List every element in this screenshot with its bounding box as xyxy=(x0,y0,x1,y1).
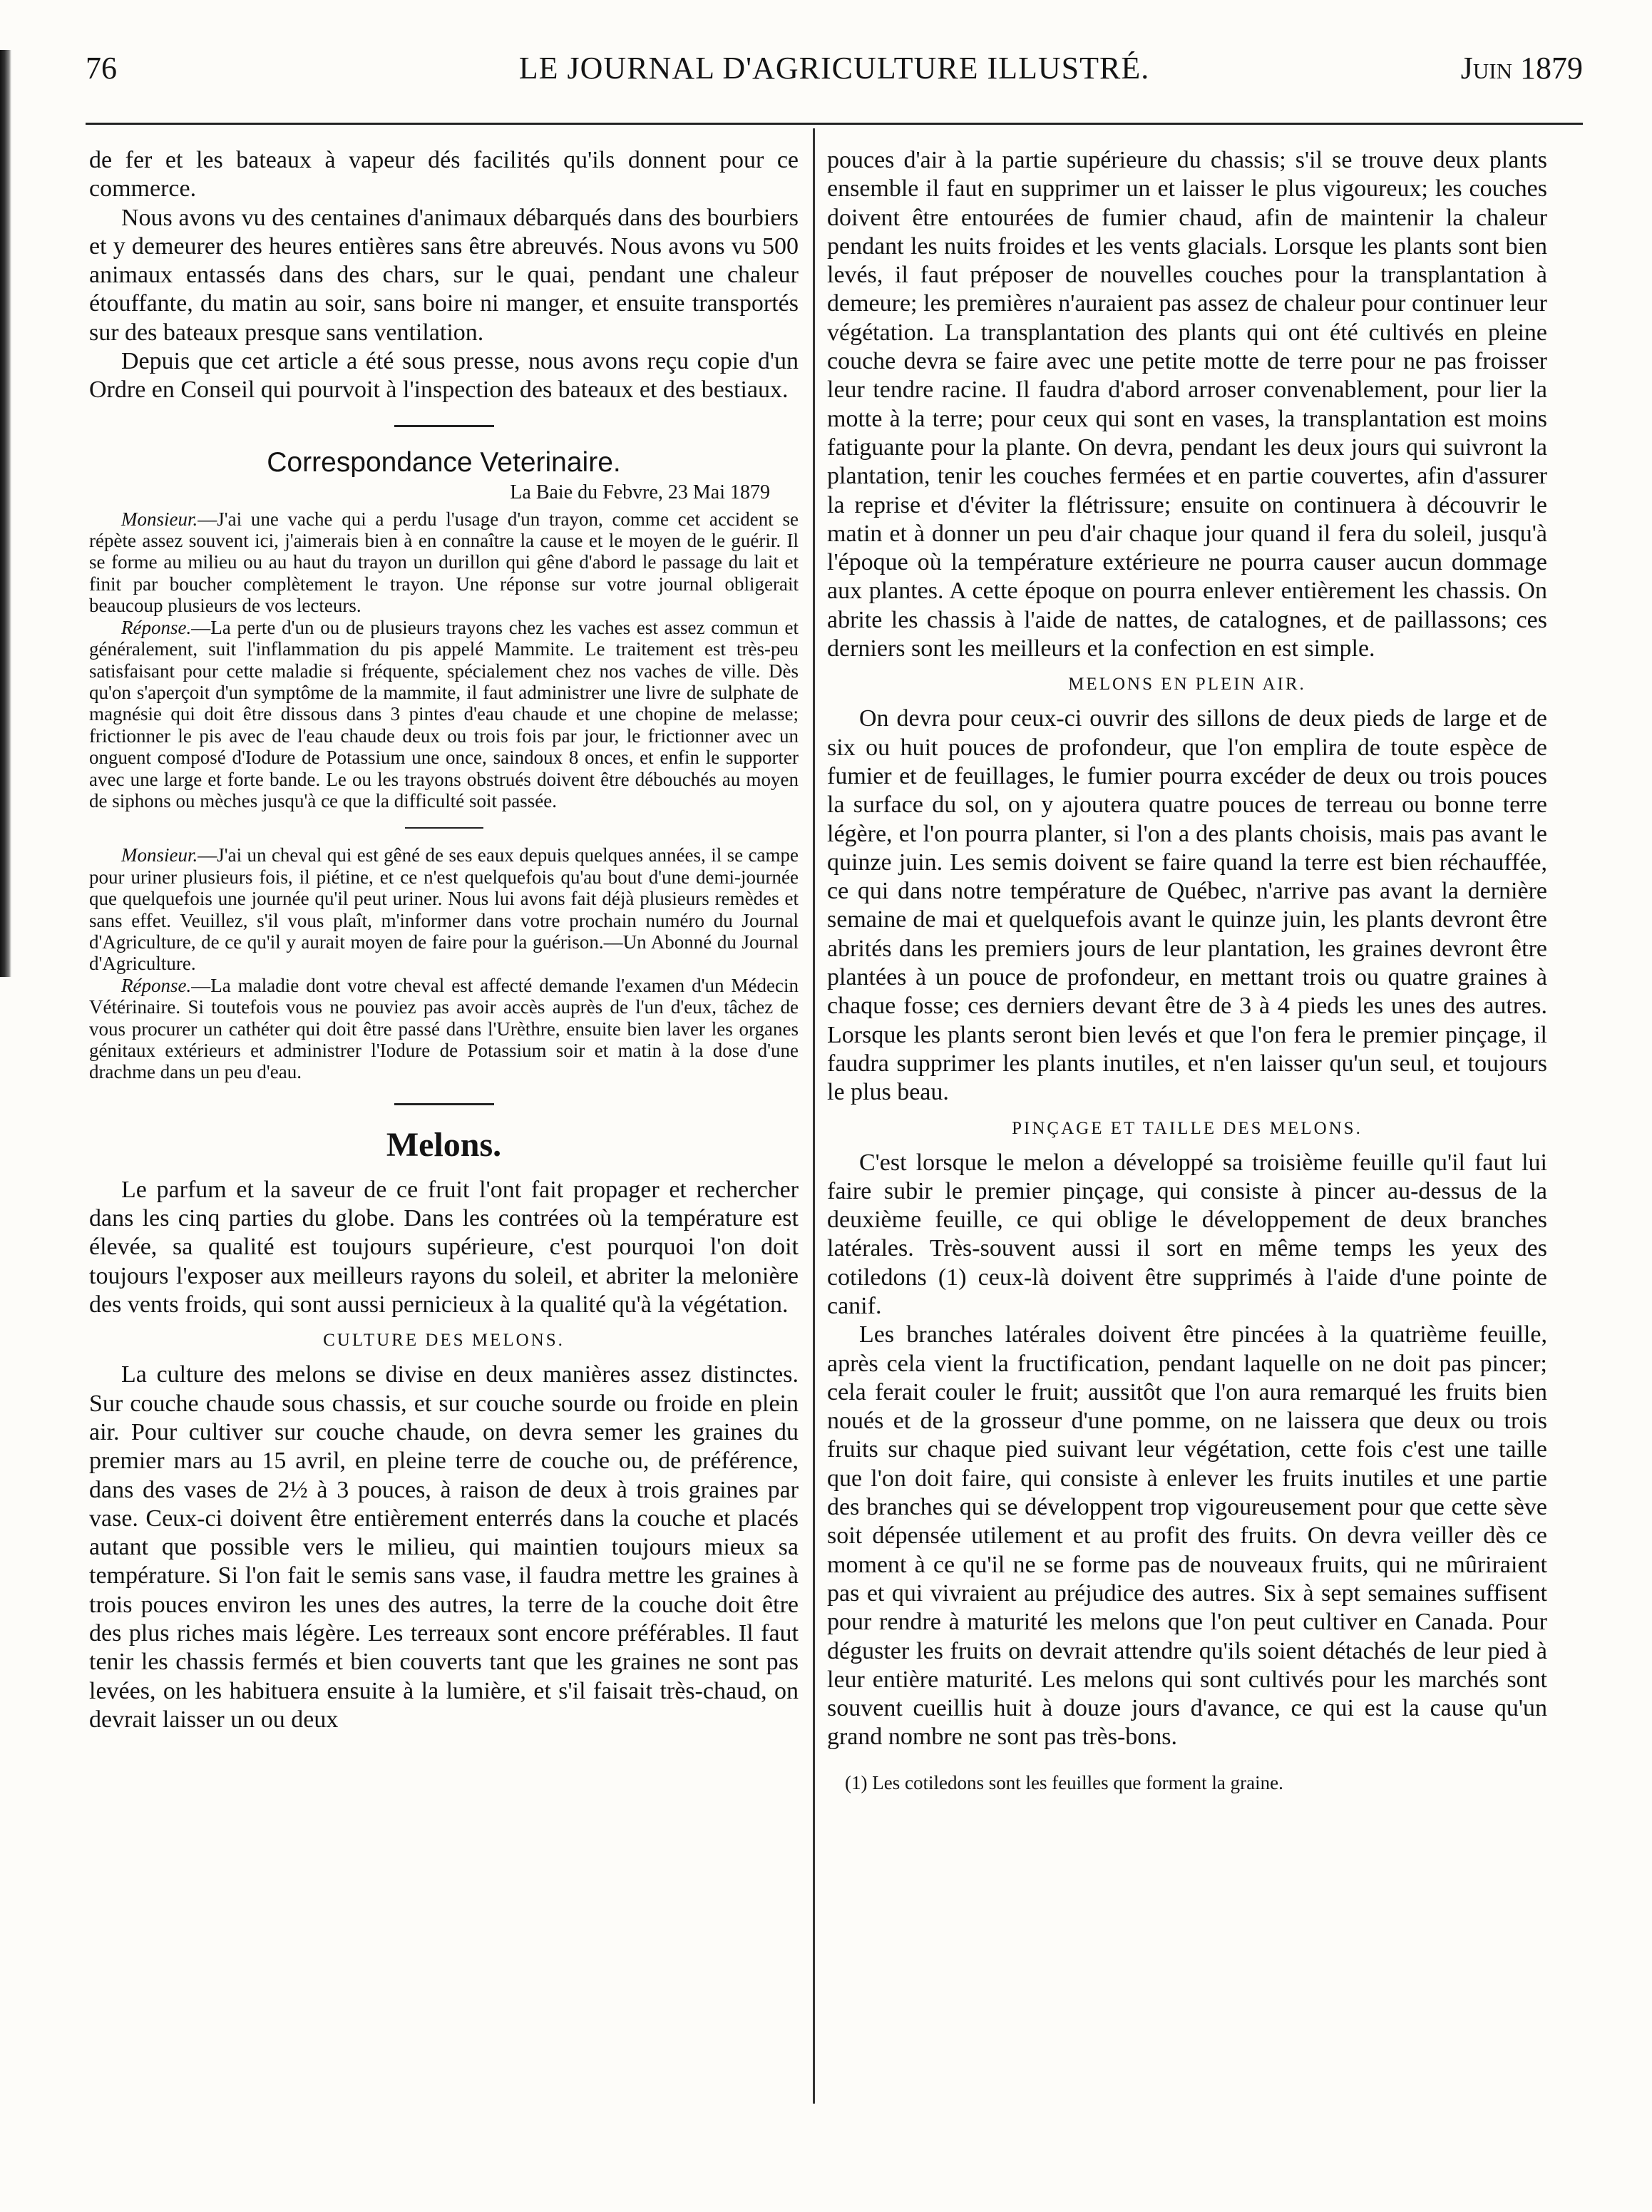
column-divider xyxy=(813,128,815,2104)
plein-air-paragraph: On devra pour ceux-ci ouvrir des sillons de deux pieds de large et de six ou huit pouces de profondeur, que l'on emplira de toute espèce de fumier et de feuillages, le fumier pourra excéder de deux ou trois pouces la surface du sol, on y ajoutera quatre pouces de terreau ou bonne terre légère, et l'on pourra planter, si l'on a des plants choisis, mais pas avant le quinze juin. Les semis doivent se faire quand la terre est bien réchauffée, ce qui dans notre température de Québec, n'arrive pas avant la dernière semaine de mai et quelquefois avant le quinze juin, les plants devront être abrités dans les premiers jours de leur plantation, les graines devront être plantées à un pouce de profondeur, en mettant trois ou quatre graines à chaque fosse; ces derniers devant être de 3 à 4 pieds les unes des autres. Lorsque les plants seront bien levés et que l'on fera le premier pinçage, il faudra supprimer les plants inutiles, et n'en laisser qu'un seul, et toujours le plus beau. xyxy=(827,705,1547,1106)
letter-2-salutation: Monsieur. xyxy=(121,844,198,866)
letter-1-text: —J'ai une vache qui a perdu l'usage d'un trayon, comme cet accident se répète assez souvent ici, j'aimerais bien à en connaître la cause et le moyen de le guérir. Il se forme au milieu ou au haut du trayon un durillon qui gêne d'abord le passage du lait et finit par boucher complètement le trayon. Une réponse sur votre journal obligerait beaucoup plusieurs de vos lecteurs. xyxy=(89,508,799,617)
pincage-subhead: PINÇAGE ET TAILLE DES MELONS. xyxy=(1012,1118,1363,1138)
pincage-paragraph-1: C'est lorsque le melon a développé sa troisième feuille qu'il faut lui faire subir le premier pinçage, qui consiste à pincer au-dessus de la deuxième feuille, ce qui oblige le développement de deux branches latérales. Très-souvent aussi il sort en même temps les yeux des cotiledons (1) ceux-là doivent être supprimés à l'aide d'une pointe de canif. xyxy=(827,1149,1547,1319)
letter-1 xyxy=(89,508,799,617)
page-header xyxy=(86,50,1583,107)
culture-subhead: CULTURE DES MELONS. xyxy=(323,1331,565,1351)
binding-edge xyxy=(0,50,11,977)
melons-title: Melons. xyxy=(386,1125,502,1164)
letter-2 xyxy=(89,844,799,974)
intro-paragraph-2: Nous avons vu des centaines d'animaux débarqués dans des bourbiers et y demeurer des heures entières sans être abreuvés. Nous avons vu 500 animaux entassés dans des chars, sur le quai, pendant une chaleur étouffante, du matin au soir, sans boire ni manger, et ensuite transportés sur des bateaux presque sans ventilation. xyxy=(89,204,799,346)
header-rule xyxy=(86,123,1583,125)
section-separator xyxy=(394,425,494,427)
intro-paragraph-1: de fer et les bateaux à vapeur dés facilités qu'ils donnent pour ce commerce. xyxy=(89,147,799,203)
intro-paragraph-3: Depuis que cet article a été sous presse, nous avons reçu copie d'un Ordre en Conseil qui pourvoit à l'inspection des bateaux et des bestiaux. xyxy=(89,348,799,404)
reply-1-text: —La perte d'un ou de plusieurs trayons chez les vaches est assez commun et généralement, suit l'inflammation du pis appelé Mammite. Le traitement est très-peu satisfaisant pour cette maladie si fréquente, spécialement chez nos vaches de ville. Dès qu'on s'aperçoit d'un symptôme de la mammite, il faut administrer une livre de sulphate de magnésie qui doit être dissous dans 3 pintes d'eau chaude et une chopine de melasse; frictionner le pis avec de l'eau chaude deux ou trois fois par jour, le frictionner avec un onguent composé d'Iodure de Potassium une once, saindoux 8 onces, et enfin le supporter avec une large et forte bande. Le ou les trayons obstrués doivent être débouchés au moyen de siphons ou mèches jusqu'à ce que la difficulté soit passée. xyxy=(89,616,799,811)
plein-air-subhead: MELONS EN PLEIN AIR. xyxy=(1068,675,1306,695)
pincage-paragraph-2: Les branches latérales doivent être pincées à la quatrième feuille, après cela vient la fructification, pendant laquelle on ne doit pas pincer; cela ferait couler le fruit; aussitôt que l'on aura remarqué les fruits bien noués et de la grosseur d'une pomme, on ne laissera que deux ou trois fruits sur chaque pied suivant leur végétation, cette fois c'est une taille que l'on doit faire, qui consiste à enlever les fruits inutiles et une partie des branches qui se développent trop vigoureusement pour que cette sève soit dépensée utilement et au profit des fruits. On devra veiller dès ce moment à ce qu'il ne se forme pas de nouveaux fruits, qui ne mûriraient pas et qui vivraient au préjudice des autres. Six à sept semaines suffisent pour rendre à maturité les melons que l'on peut cultiver en Canada. Pour déguster les fruits on devrait attendre qu'ils soient détachés de leur pied à leur entière maturité. Les melons qui sont cultivés pour les marchés sont souvent cueillis huit à douze jours d'avance, ce qui est la cause qu'un grand nombre ne sont pas très-bons. xyxy=(827,1321,1547,1751)
letter-2-text: —J'ai un cheval qui est gêné de ses eaux depuis quelques années, il se campe pour uriner plusieurs fois, il piétine, et ce n'est quelquefois qu'au bout d'une demi-journée que quelquefois une journée qu'il peut uriner. Nous lui avons fait déjà plusieurs remèdes et sans effet. Veuillez, s'il vous plaît, m'informer dans votre prochain numéro du Journal d'Agriculture, de ce qu'il y aurait moyen de faire pour la guérison.—Un Abonné du Journal d'Agriculture. xyxy=(89,844,799,975)
reply-1-lead: Réponse. xyxy=(121,616,192,638)
right-column xyxy=(827,146,1547,1794)
correspondance-title: Correspondance Veterinaire. xyxy=(267,446,621,478)
letter-1-salutation: Monsieur. xyxy=(121,508,198,530)
culture-continued: pouces d'air à la partie supérieure du chassis; s'il se trouve deux plants ensemble il faut en supprimer un et laisser le plus vigoureux; les couches doivent être entourées de fumier chaud, afin de maintenir la chaleur pendant les nuits froides et les vents glacials. Lorsque les plants sont bien levés, il faut préposer de nouvelles couches pour la transplantation à demeure; les premières n'auraient pas assez de chaleur pour continuer leur végétation. La transplantation des plants qui ont été cultivés en pleine couche devra se faire avec une petite motte de terre pour ne pas froisser leur tendre racine. Il faudra d'abord arroser convenablement, pour lier la motte à la terre; pour ceux qui sont en vases, la transplantation est moins fatiguante pour la plante. On devra, pendant les deux jours qui suivront la plantation, tenir les couches fermées et en partie couvertes, afin d'assurer la reprise et d'éviter la flétrissure; ensuite on continuera à découvrir le matin et à donner un peu d'air chaque jour quand il fera du soleil, jusqu'à l'époque où la température extérieure ne pourra causer aucun dommage aux plantes. A cette époque on pourra enlever entièrement les chassis. On abrite les chassis à l'aide de nattes, de catalognes, et de paillassons; ces derniers sont les meilleurs et la confection en est simple. xyxy=(827,147,1547,662)
reply-2 xyxy=(89,975,799,1083)
issue-date: Juin 1879 xyxy=(1460,51,1583,86)
reply-2-lead: Réponse. xyxy=(121,974,192,996)
correspondance-dateline: La Baie du Febvre, 23 Mai 1879 xyxy=(510,481,770,503)
letter-separator xyxy=(405,827,483,829)
reply-2-text: —La maladie dont votre cheval est affecté demande l'examen d'un Médecin Vétérinaire. Si toutefois vous ne pouviez pas avoir accès auprès de l'un d'eux, tâchez de vous procurer un cathéter qui doit être passé dans l'Urèthre, ensuite bien laver les organes génitaux extérieurs et administrer l'Iodure de Potassium soir et matin à la dose d'une drachme dans un peu d'eau. xyxy=(89,974,799,1083)
footnote: (1) Les cotiledons sont les feuilles que forment la graine. xyxy=(845,1771,1283,1793)
reply-1 xyxy=(89,617,799,812)
culture-paragraph: La culture des melons se divise en deux manières assez distinctes. Sur couche chaude sous chassis, et sur couche sourde ou froide en plein air. Pour cultiver sur couche chaude, on devra semer les graines du premier mars au 15 avril, en pleine terre de couche ou, de préférence, dans des vases de 2½ à 3 pouces, à raison de deux à trois graines par vase. Ceux-ci doivent être entièrement enterrés dans la couche et placés autant que possible vers le milieu, qui maintien toujours mieux sa température. Si l'on fait le semis sans vase, il faudra mettre les graines à trois pouces environ les unes des autres, la terre de la couche doit être des plus riches mais légère. Les terreaux sont encore préférables. Il faut tenir les chassis fermés et bien couverts tant que les graines ne sont pas levées, on les habituera ensuite à la lumière, et s'il faisait très-chaud, on devrait laisser un ou deux xyxy=(89,1361,799,1733)
melons-intro: Le parfum et la saveur de ce fruit l'ont fait propager et rechercher dans les cinq parties du globe. Dans les contrées où la température est élevée, sa qualité est toujours supérieure, c'est pourquoi l'on doit toujours l'exposer aux meilleurs rayons du soleil, et abriter la melonière des vents froids, qui sont aussi pernicieux à la qualité qu'à la végétation. xyxy=(89,1176,799,1319)
section-separator xyxy=(394,1103,494,1105)
journal-title: LE JOURNAL D'AGRICULTURE ILLUSTRÉ. xyxy=(518,51,1150,86)
page-number: 76 xyxy=(86,51,117,86)
left-column xyxy=(89,146,799,1734)
